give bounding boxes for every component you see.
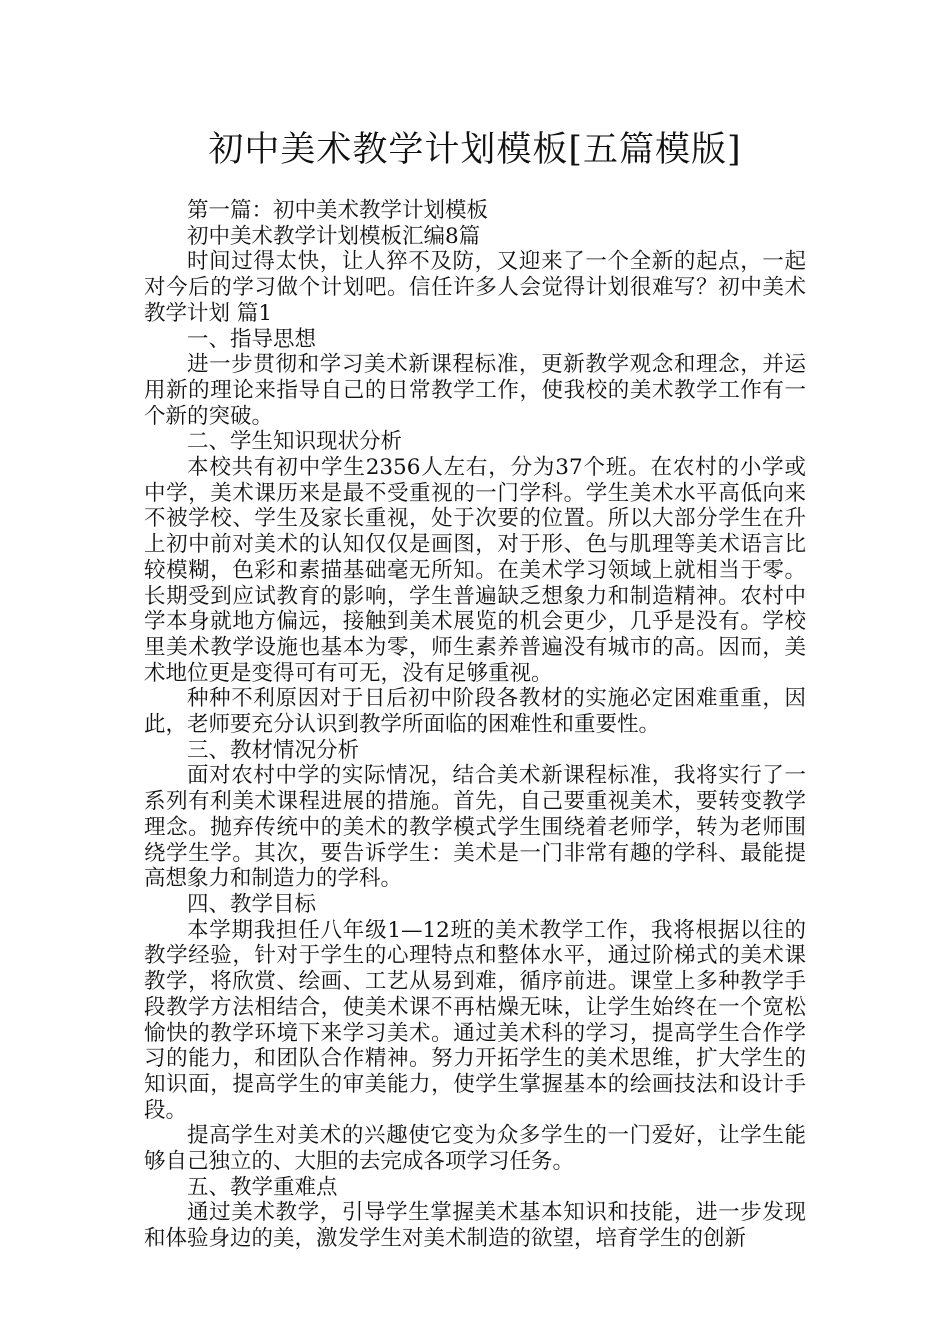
paragraph: 进一步贯彻和学习美术新课程标准，更新教学观念和理念，并运用新的理论来指导自己的日常教学工作，使我校的美术教学工作有一个新的突破。 (144, 352, 806, 429)
document-body (144, 198, 806, 1252)
document-title: 初中美术教学计划模板[五篇模版] (208, 130, 742, 170)
paragraph: 种种不利原因对于日后初中阶段各教材的实施必定困难重重，因此，老师要充分认识到教学所面临的困难性和重要性。 (144, 686, 806, 738)
section-heading: 四、教学目标 (187, 891, 317, 917)
paragraph: 本校共有初中学生2356人左右，分为37个班。在农村的小学或中学，美术课历来是最不受重视的一门学科。学生美术水平高低向来不被学校、学生及家长重视，处于次要的位置。所以大部分学生在升上初中前对美术的认知仅仅是画图，对于形、色与肌理等美术语言比较模糊，色彩和素描基础毫无所知。在美术学习领域上就相当于零。长期受到应试教育的影响，学生普遍缺乏想象力和制造精神。农村中学本身就地方偏远，接触到美术展览的机会更少，几乎是没有。学校里美术教学设施也基本为零，师生素养普遍没有城市的高。因而，美术地位更是变得可有可无，没有足够重视。 (144, 455, 806, 686)
paragraph: 面对农村中学的实际情况，结合美术新课程标准，我将实行了一系列有利美术课程进展的措施。首先，自己要重视美术，要转变教学理念。抛弃传统中的美术的教学模式学生围绕着老师学，转为老师围绕学生学。其次，要告诉学生：美术是一门非常有趣的学科、最能提高想象力和制造力的学科。 (144, 763, 806, 892)
section-heading: 五、教学重难点 (187, 1174, 338, 1200)
paragraph: 本学期我担任八年级1—12班的美术教学工作，我将根据以往的教学经验，针对于学生的心理特点和整体水平，通过阶梯式的美术课教学，将欣赏、绘画、工艺从易到难，循序前进。课堂上多种教学手段教学方法相结合，使美术课不再枯燥无味，让学生始终在一个宽松愉快的教学环境下来学习美术。通过美术科的学习，提高学生合作学习的能力，和团队合作精神。努力开拓学生的美术思维，扩大学生的知识面，提高学生的审美能力，使学生掌握基本的绘画技法和设计手段。 (144, 917, 806, 1123)
section-heading: 二、学生知识现状分析 (187, 429, 403, 455)
paragraph: 第一篇：初中美术教学计划模板 (187, 198, 489, 223)
section-heading: 三、教材情况分析 (187, 737, 360, 763)
section-heading: 一、指导思想 (187, 326, 317, 352)
paragraph: 提高学生对美术的兴趣使它变为众多学生的一门爱好，让学生能够自己独立的、大胆的去完成各项学习任务。 (144, 1123, 806, 1175)
paragraph: 初中美术教学计划模板汇编8篇 (187, 223, 481, 249)
paragraph: 通过美术教学，引导学生掌握美术基本知识和技能，进一步发现和体验身边的美，激发学生对美术制造的欲望，培育学生的创新 (144, 1200, 806, 1252)
paragraph: 时间过得太快，让人猝不及防，又迎来了一个全新的起点，一起对今后的学习做个计划吧。信任许多人会觉得计划很难写？初中美术教学计划 篇1 (144, 249, 806, 326)
